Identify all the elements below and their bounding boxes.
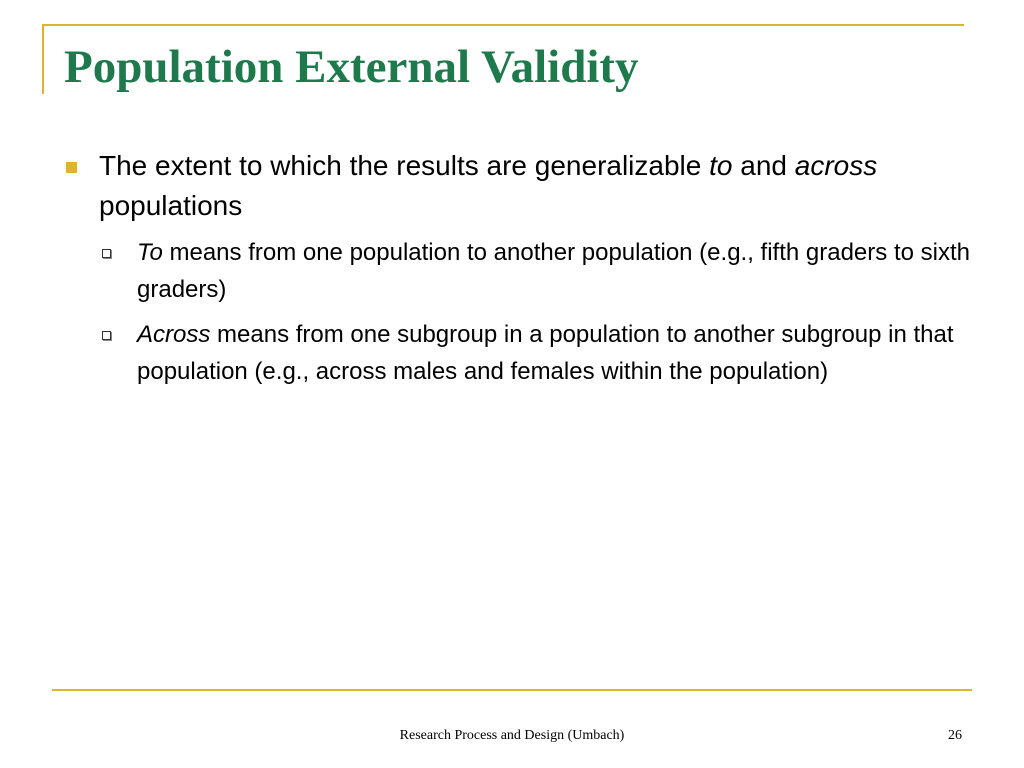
sub-bullet-list <box>66 234 970 390</box>
frame-left-line <box>42 24 44 94</box>
footer-text: Research Process and Design (Umbach) <box>399 728 625 743</box>
sub-bullet-emphasis: Across <box>137 321 211 348</box>
bullet-text-part2: and <box>740 150 787 181</box>
square-bullet-icon <box>66 162 77 173</box>
sub-bullet-across <box>97 316 977 390</box>
slide-content <box>66 146 970 398</box>
sub-bullet-emphasis: To <box>137 239 163 266</box>
sub-bullet-to <box>97 234 977 308</box>
bullet-text-part1: The extent to which the results are generalizable <box>99 150 702 181</box>
slide-title: Population External Validity <box>64 41 639 93</box>
bullet-level1 <box>66 146 966 226</box>
bullet-emphasis-across: across <box>794 150 878 181</box>
hollow-square-bullet-icon <box>102 249 111 258</box>
bullet-emphasis-to: to <box>709 150 733 181</box>
footer-divider <box>52 689 972 691</box>
frame-top-line <box>42 24 964 26</box>
page-number: 26 <box>948 728 962 743</box>
sub-bullet-text: means from one population to another population (e.g., fifth graders to sixth graders) <box>137 239 970 303</box>
hollow-square-bullet-icon <box>102 331 111 340</box>
bullet-text-part3: populations <box>99 190 243 221</box>
sub-bullet-text: means from one subgroup in a population to another subgroup in that population (e.g., across males and females within the population) <box>137 321 954 385</box>
